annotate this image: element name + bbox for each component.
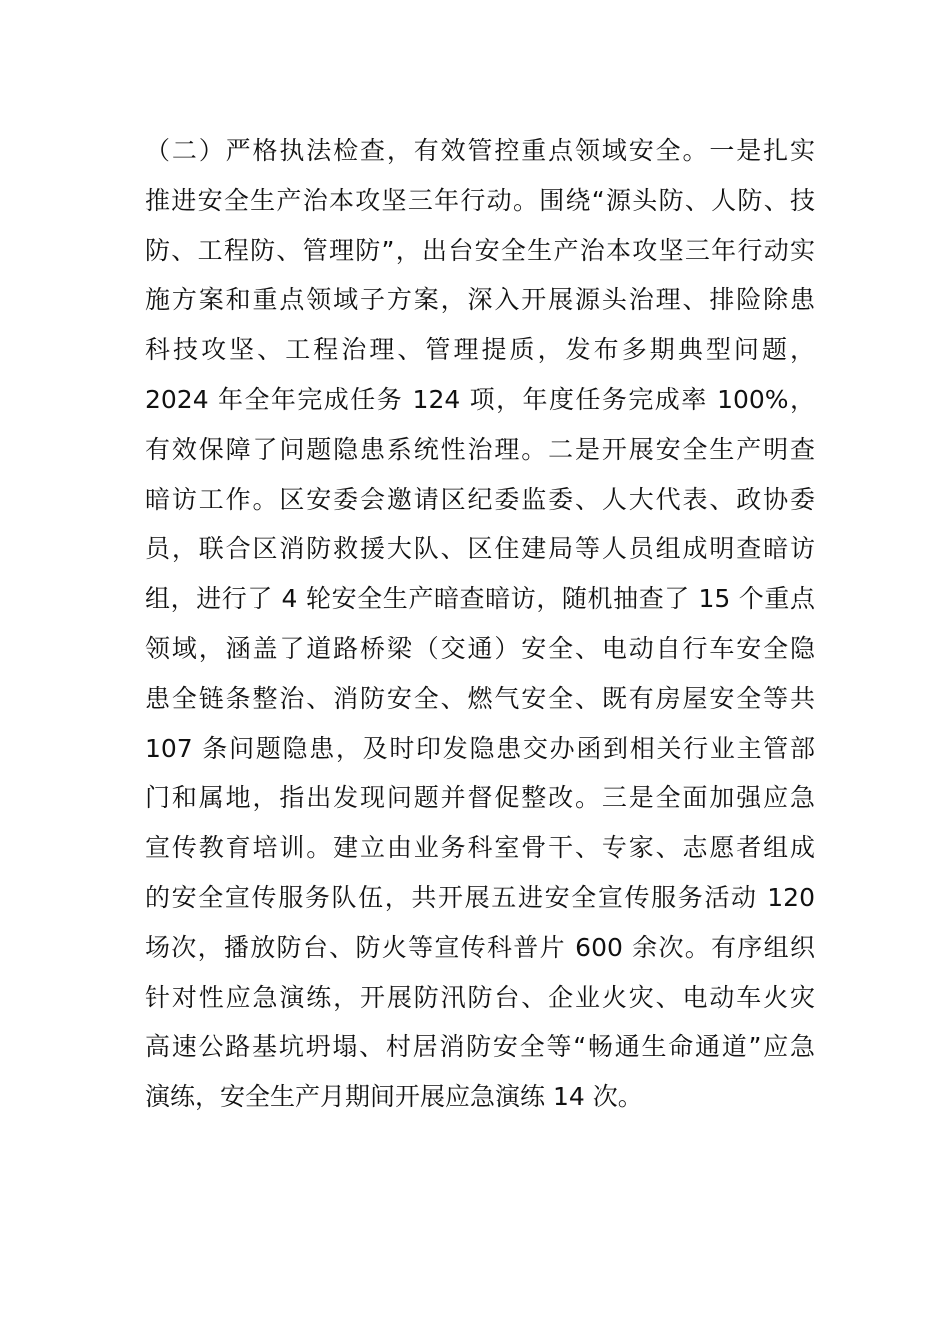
paragraph-line-7: 有效保障了问题隐患系统性治理。二是开展安全生产明查	[145, 434, 815, 464]
paragraph-line-16: 的安全宣传服务队伍，共开展五进安全宣传服务活动 120	[145, 882, 815, 912]
paragraph-line-10: 组，进行了 4 轮安全生产暗查暗访，随机抽查了 15 个重点	[145, 584, 815, 614]
paragraph-line-18: 针对性应急演练，开展防汛防台、企业火灾、电动车火灾	[145, 982, 815, 1012]
paragraph-line-9: 员，联合区消防救援大队、区住建局等人员组成明查暗访	[145, 534, 815, 564]
paragraph-line-19: 高速公路基坑坍塌、村居消防安全等“畅通生命通道”应急	[145, 1032, 815, 1062]
paragraph-line-17: 场次，播放防台、防火等宣传科普片 600 余次。有序组织	[145, 932, 815, 962]
paragraph-line-8: 暗访工作。区安委会邀请区纪委监委、人大代表、政协委	[145, 484, 815, 514]
paragraph-line-3: 防、工程防、管理防”，出台安全生产治本攻坚三年行动实	[145, 235, 815, 265]
paragraph-line-12: 患全链条整治、消防安全、燃气安全、既有房屋安全等共	[145, 683, 815, 713]
paragraph-line-2: 推进安全生产治本攻坚三年行动。围绕“源头防、人防、技	[145, 185, 815, 215]
paragraph-line-1: （二）严格执法检查，有效管控重点领域安全。一是扎实	[145, 136, 815, 165]
paragraph-line-6: 2024 年全年完成任务 124 项，年度任务完成率 100%，	[145, 384, 815, 414]
body-paragraph	[145, 126, 815, 1122]
paragraph-line-15: 宣传教育培训。建立由业务科室骨干、专家、志愿者组成	[145, 833, 815, 863]
paragraph-line-11: 领域，涵盖了道路桥梁（交通）安全、电动自行车安全隐	[145, 633, 815, 663]
paragraph-line-4: 施方案和重点领域子方案，深入开展源头治理、排险除患	[145, 285, 815, 315]
paragraph-line-14: 门和属地，指出发现问题并督促整改。三是全面加强应急	[145, 783, 815, 813]
paragraph-line-20: 演练，安全生产月期间开展应急演练 14 次。	[145, 1082, 643, 1112]
paragraph-line-5: 科技攻坚、工程治理、管理提质，发布多期典型问题，	[145, 335, 815, 365]
paragraph-line-13: 107 条问题隐患，及时印发隐患交办函到相关行业主管部	[145, 733, 815, 763]
